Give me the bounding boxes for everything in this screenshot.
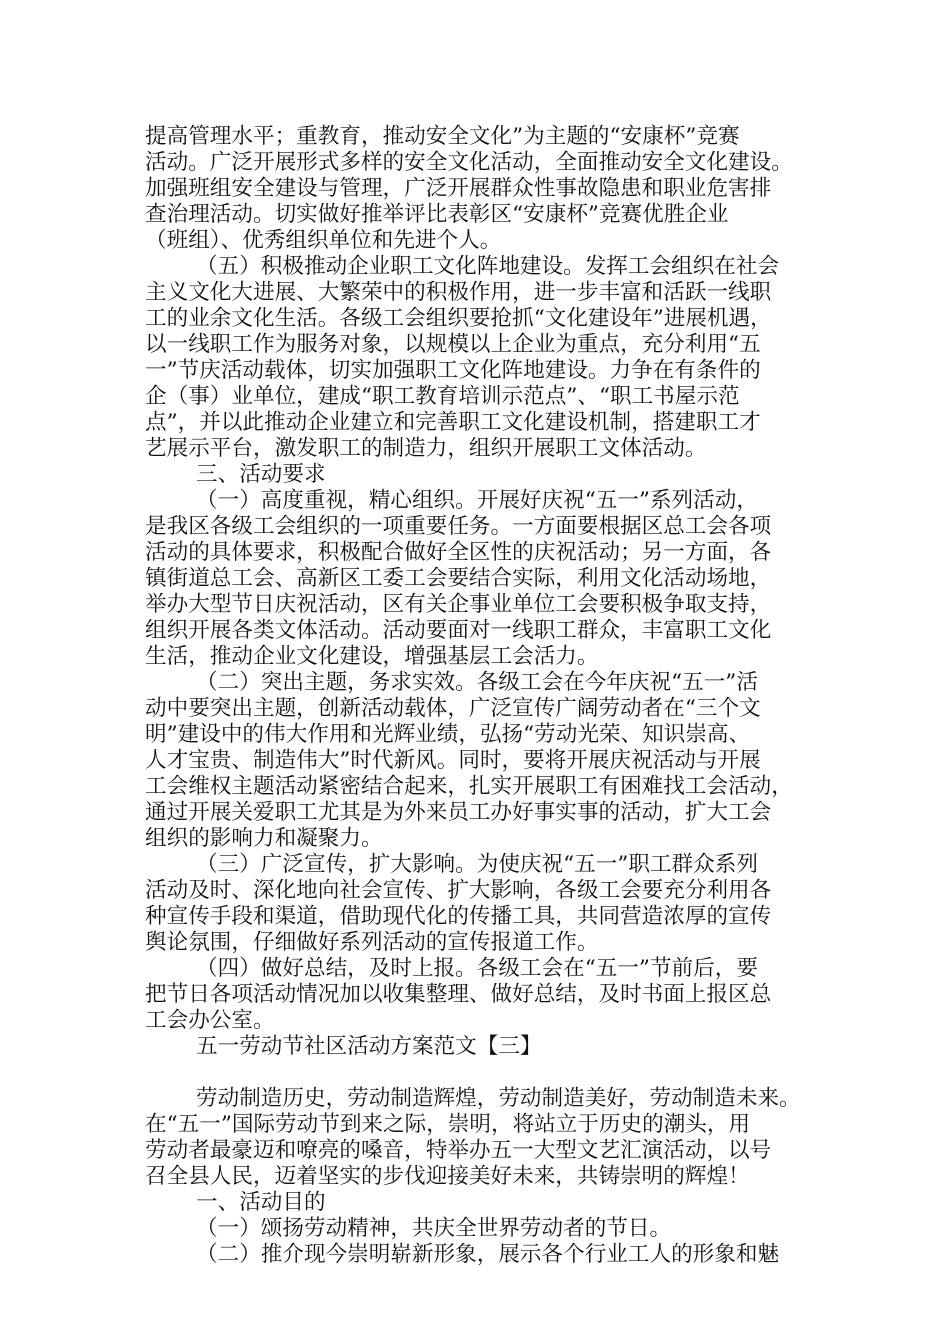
text-line: 企（事）业单位，建成“职工教育培训示范点”、“职工书屋示范 <box>145 384 740 409</box>
section-heading: 一、活动目的 <box>196 1190 326 1215</box>
text-line: 一”节庆活动载体，切实加强职工文化阵地建设。力争在有条件的 <box>145 358 761 383</box>
text-line: 生活，推动企业文化建设，增强基层工会活力。 <box>145 644 599 669</box>
text-line: 提高管理水平；重教育，推动安全文化”为主题的“安康杯”竞赛 <box>145 124 740 149</box>
text-line: （班组）、优秀组织单位和先进个人。 <box>145 228 502 253</box>
article-title: 五一劳动节社区活动方案范文【三】 <box>196 1034 542 1059</box>
text-line: 是我区各级工会组织的一项重要任务。一方面要根据区总工会各项 <box>145 514 772 539</box>
paragraph-first-line: 劳动制造历史，劳动制造辉煌，劳动制造美好，劳动制造未来。 <box>196 1086 801 1111</box>
text-line: 工会办公室。 <box>145 1008 275 1033</box>
text-line: 组织的影响力和凝聚力。 <box>145 826 383 851</box>
text-line: 工的业余文化生活。各级工会组织要抢抓“文化建设年”进展机遇， <box>145 306 772 331</box>
text-line: 活动及时、深化地向社会宣传、扩大影响，各级工会要充分利用各 <box>145 878 772 903</box>
text-line: 在“五一”国际劳动节到来之际，崇明，将站立于历史的潮头，用 <box>145 1112 751 1137</box>
paragraph-first-line: （五）积极推动企业职工文化阵地建设。发挥工会组织在社会 <box>196 254 780 279</box>
text-line: 舆论氛围，仔细做好系列活动的宣传报道工作。 <box>145 930 599 955</box>
section-heading: 三、活动要求 <box>196 462 326 487</box>
text-line: 工会维权主题活动紧密结合起来，扎实开展职工有困难找工会活动， <box>145 774 793 799</box>
text-line: 活动的具体要求，积极配合做好全区性的庆祝活动；另一方面，各 <box>145 540 772 565</box>
list-item: （一）颂扬劳动精神，共庆全世界劳动者的节日。 <box>196 1216 672 1241</box>
text-line: 点”，并以此推动企业建立和完善职工文化建设机制，搭建职工才 <box>145 410 761 435</box>
list-item: （二）推介现今崇明崭新形象，展示各个行业工人的形象和魅 <box>196 1242 780 1267</box>
text-line: 明”建设中的伟大作用和光辉业绩，弘扬“劳动光荣、知识崇高、 <box>145 722 751 747</box>
text-line: 加强班组安全建设与管理，广泛开展群众性事故隐患和职业危害排 <box>145 176 772 201</box>
text-line: 组织开展各类文体活动。活动要面对一线职工群众，丰富职工文化 <box>145 618 772 643</box>
paragraph-first-line: （四）做好总结，及时上报。各级工会在“五一”节前后，要 <box>196 956 758 981</box>
text-line: 种宣传手段和渠道，借助现代化的传播工具，共同营造浓厚的宣传 <box>145 904 772 929</box>
paragraph-first-line: （一）高度重视，精心组织。开展好庆祝“五一”系列活动， <box>196 488 758 513</box>
text-line: 以一线职工作为服务对象，以规模以上企业为重点，充分利用“五 <box>145 332 761 357</box>
text-line: 通过开展关爱职工尤其是为外来员工办好事实事的活动，扩大工会 <box>145 800 772 825</box>
text-line: 把节日各项活动情况加以收集整理、做好总结，及时书面上报区总 <box>145 982 772 1007</box>
text-line: 举办大型节日庆祝活动，区有关企事业单位工会要积极争取支持， <box>145 592 772 617</box>
paragraph-first-line: （三）广泛宣传，扩大影响。为使庆祝“五一”职工群众系列 <box>196 852 758 877</box>
text-line: 镇街道总工会、高新区工委工会要结合实际，利用文化活动场地， <box>145 566 772 591</box>
text-line: 主义文化大进展、大繁荣中的积极作用，进一步丰富和活跃一线职 <box>145 280 772 305</box>
text-line: 召全县人民，迈着坚实的步伐迎接美好未来，共铸崇明的辉煌！ <box>145 1164 750 1189</box>
text-line: 劳动者最豪迈和嘹亮的嗓音，特举办五一大型文艺汇演活动，以号 <box>145 1138 772 1163</box>
text-line: 查治理活动。切实做好推举评比表彰区“安康杯”竞赛优胜企业 <box>145 202 729 227</box>
paragraph-first-line: （二）突出主题，务求实效。各级工会在今年庆祝“五一”活 <box>196 670 758 695</box>
text-line: 动中要突出主题，创新活动载体，广泛宣传广阔劳动者在“三个文 <box>145 696 761 721</box>
text-line: 活动。广泛开展形式多样的安全文化活动，全面推动安全文化建设。 <box>145 150 793 175</box>
text-line: 人才宝贵、制造伟大”时代新风。同时，要将开展庆祝活动与开展 <box>145 748 761 773</box>
text-line: 艺展示平台，激发职工的制造力，组织开展职工文体活动。 <box>145 436 707 461</box>
